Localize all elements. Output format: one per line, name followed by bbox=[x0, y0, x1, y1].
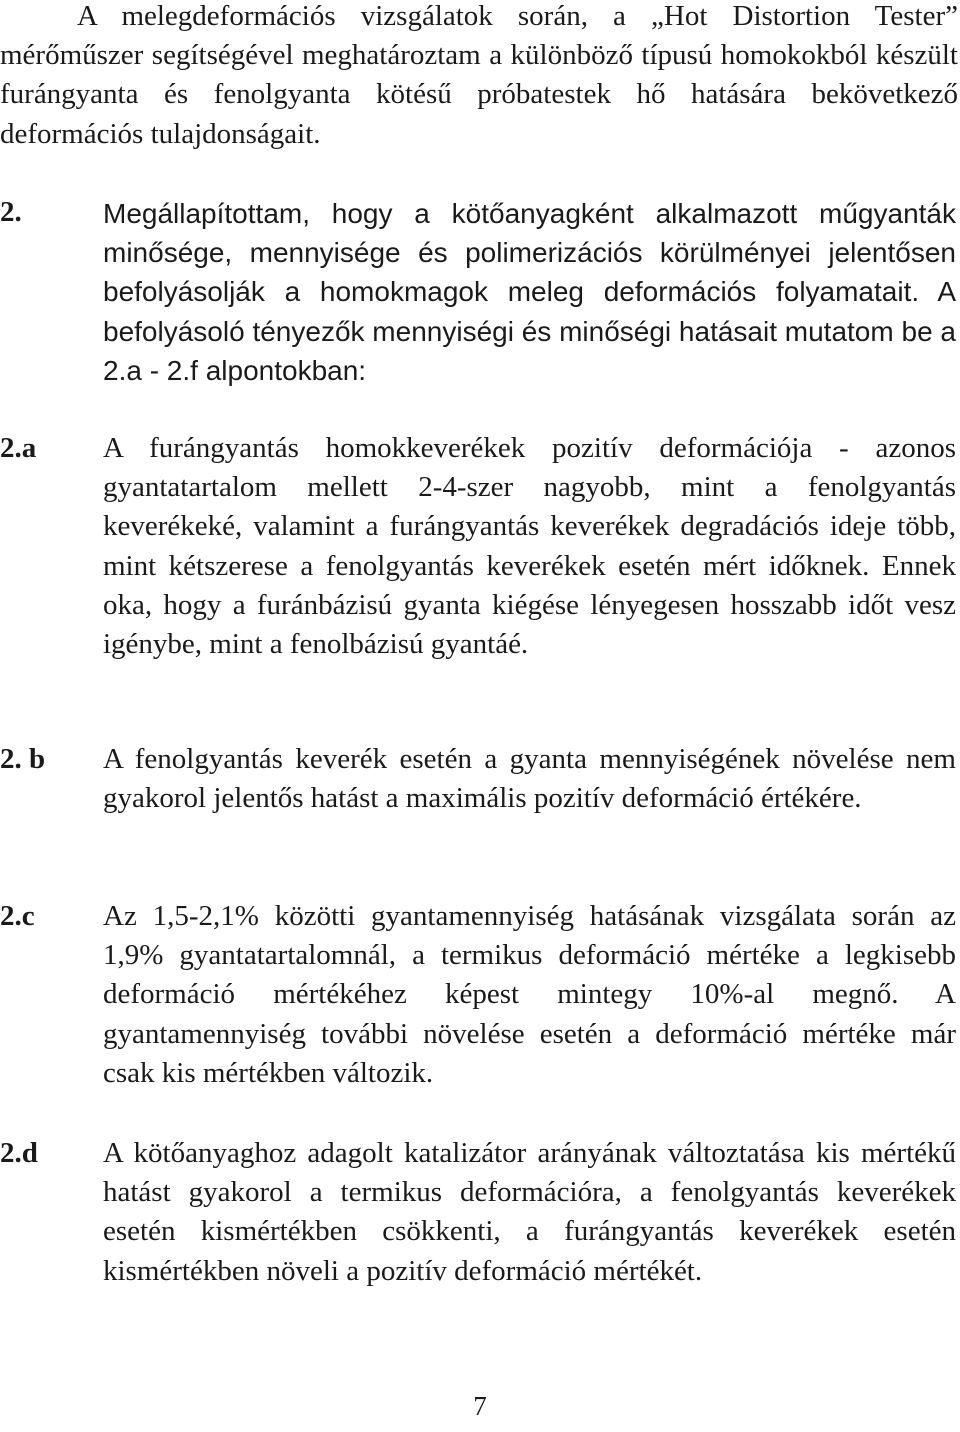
page-number: 7 bbox=[473, 1391, 487, 1421]
thesis-2-text: Megállapítottam, hogy a kötőanyagként alkalmazott műgyanták minősége, mennyisége és polimerizációs körülményei jelentősen befolyásolják a homokmagok meleg deformációs folyamatait. A befolyásoló tényezők mennyiségi és minőségi hatásait mutatom be a 2.a - 2.f alpontokban: bbox=[103, 198, 956, 386]
subpoint-2b-text: A fenolgyantás keverék esetén a gyanta mennyiségének növelése nem gyakorol jelentős hatást a maximális pozitív deformáció értékére. bbox=[103, 743, 956, 815]
subpoint-2a-label: 2.a bbox=[0, 432, 37, 464]
intro-paragraph: A melegdeformációs vizsgálatok során, a „Hot Distortion Tester” mérőműszer segítségével meghatároztam a különböző típusú homokokból készült furángyanta és fenolgyanta kötésű próbatestek hő hatására bekövetkező deformációs tulajdonságait. bbox=[0, 0, 958, 150]
subpoint-2c-text: Az 1,5-2,1% közötti gyantamennyiség hatásának vizsgálata során az 1,9% gyantatartalomnál, a termikus deformáció mértéke a legkisebb deformáció mértékéhez képest mintegy 10%-al megnő. A gyantamennyiség további növelése esetén a deformáció mértéke már csak kis mértékben változik. bbox=[103, 900, 956, 1089]
thesis-2-label: 2. bbox=[0, 196, 22, 228]
subpoint-2d-text: A kötőanyaghoz adagolt katalizátor arányának változtatása kis mértékű hatást gyakorol a termikus deformációra, a fenolgyantás keverékek esetén kismértékben csökkenti, a furángyantás keverékek esetén kismértékben növeli a pozitív deformáció mértékét. bbox=[103, 1137, 956, 1287]
subpoint-2a-text: A furángyantás homokkeverékek pozitív deformációja - azonos gyantatartalom mellett 2-4-szer nagyobb, mint a fenolgyantás keverékeké, valamint a furángyantás keverékek degradációs ideje több, mint kétszerese a fenolgyantás keverékek esetén mért időknek. Ennek oka, hogy a furánbázisú gyanta kiégése lényegesen hosszabb időt vesz igénybe, mint a fenolbázisú gyantáé. bbox=[103, 432, 956, 661]
subpoint-2d-label: 2.d bbox=[0, 1137, 38, 1169]
subpoint-2c-label: 2.c bbox=[0, 900, 35, 932]
subpoint-2b-label: 2. b bbox=[0, 743, 46, 775]
